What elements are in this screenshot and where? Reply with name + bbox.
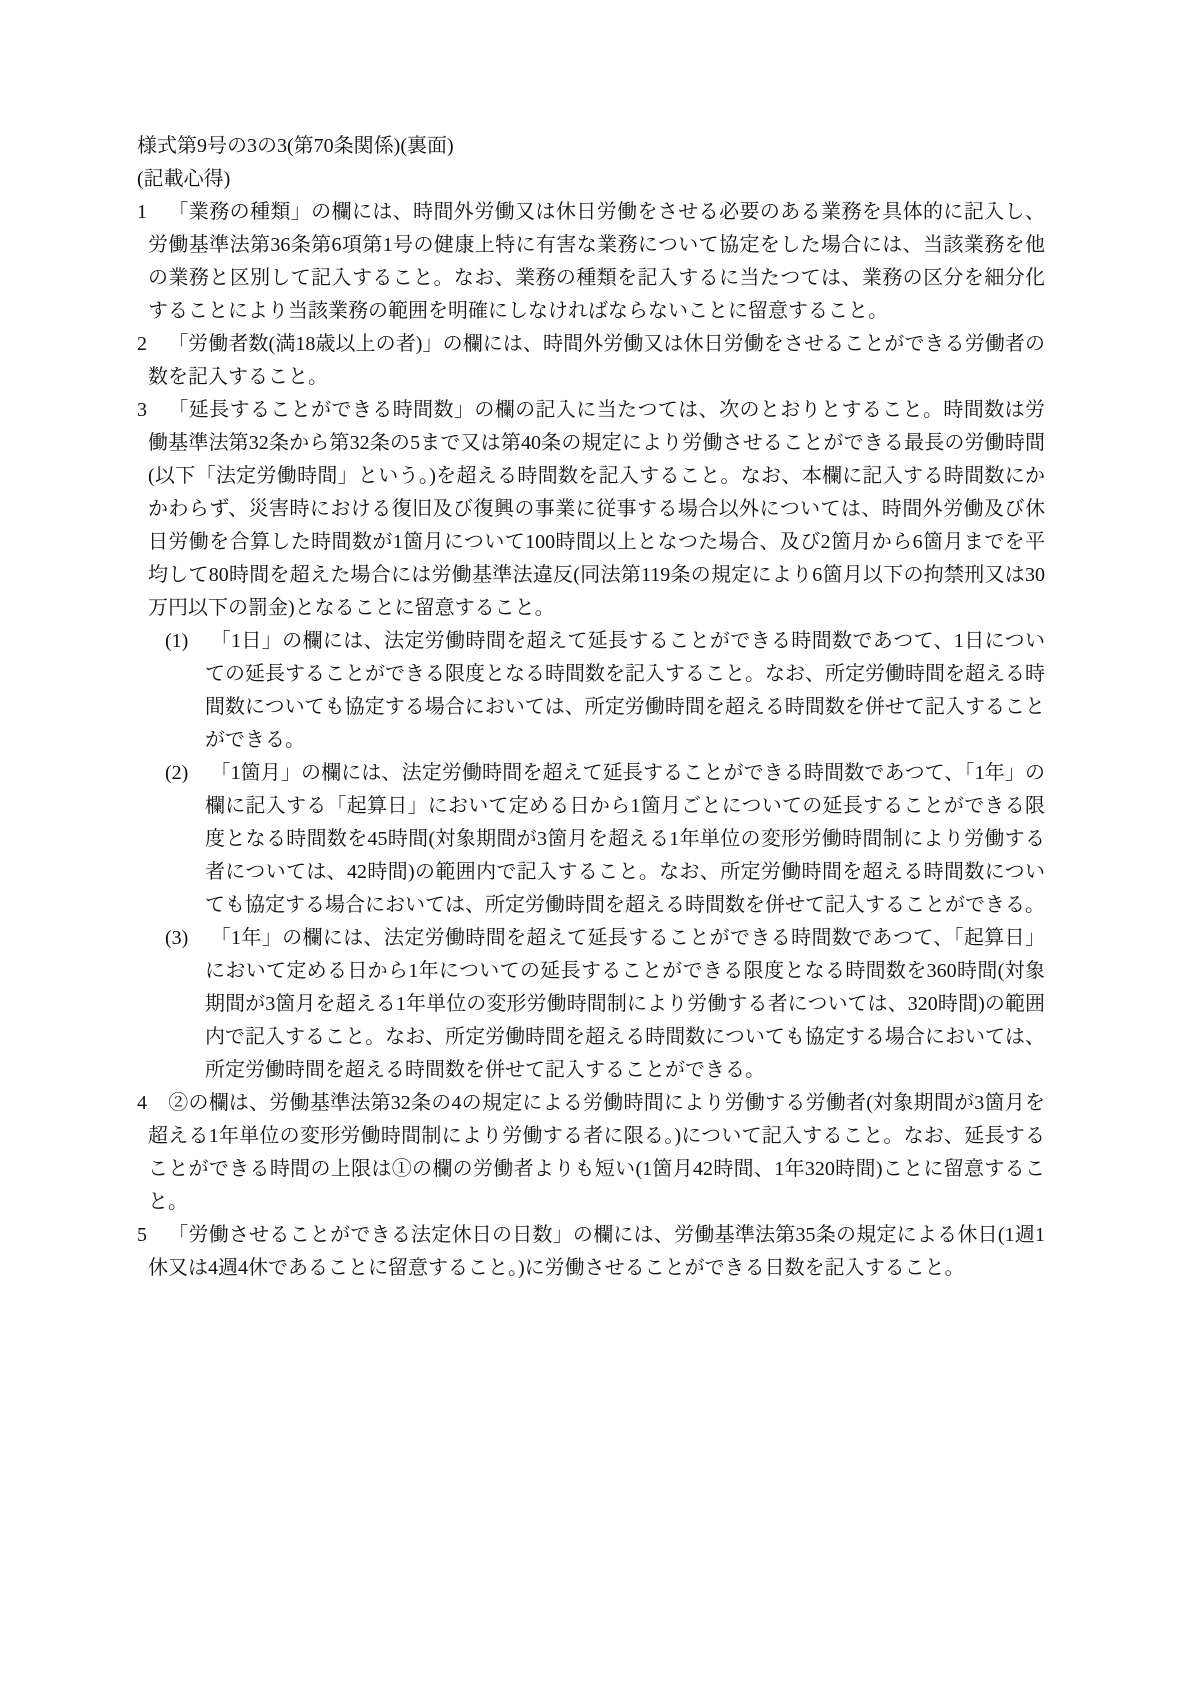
subitem-number: (3) bbox=[165, 927, 189, 949]
item-number: 5 bbox=[137, 1224, 147, 1246]
item-text: ②の欄は、労働基準法第32条の4の規定による労働時間により労働する労働者(対象期間が3箇月を超える1年単位の変形労働時間制により労働する者に限る。)について記入すること。なお、延長することができる時間の上限は①の欄の労働者よりも短い(1箇月42時間、1年320時間)ことに留意すること。 bbox=[148, 1092, 1045, 1213]
document-title: 様式第9号の3の3(第70条関係)(裏面) bbox=[137, 135, 454, 157]
item-text: 「労働させることができる法定休日の日数」の欄には、労働基準法第35条の規定による休日(1週1休又は4週4休であることに留意すること。)に労働させることができる日数を記入すること。 bbox=[148, 1224, 1045, 1279]
sub-list-item-3-2 bbox=[165, 757, 1045, 922]
item-number: 4 bbox=[137, 1092, 147, 1114]
subitem-text: 「1年」の欄には、法定労働時間を超えて延長することができる時間数であつて、「起算日」において定める日から1年についての延長することができる限度となる時間数を360時間(対象期間が3箇月を超える1年単位の変形労働時間制により労働する者については、320時間)の範囲内で記入すること。なお、所定労働時間を超える時間数についても協定する場合においては、所定労働時間を超える時間数を併せて記入することができる。 bbox=[205, 927, 1045, 1081]
list-item-4 bbox=[137, 1087, 1045, 1219]
subitem-number: (1) bbox=[165, 630, 189, 652]
sub-list-item-3-1 bbox=[165, 625, 1045, 757]
sub-list-item-3-3 bbox=[165, 922, 1045, 1087]
item-text: 「延長することができる時間数」の欄の記入に当たつては、次のとおりとすること。時間数は労働基準法第32条から第32条の5まで又は第40条の規定により労働させることができる最長の労働時間(以下「法定労働時間」という。)を超える時間数を記入すること。なお、本欄に記入する時間数にかかわらず、災害時における復旧及び復興の事業に従事する場合以外については、時間外労働及び休日労働を合算した時間数が1箇月について100時間以上となつた場合、及び2箇月から6箇月までを平均して80時間を超えた場合には労働基準法違反(同法第119条の規定により6箇月以下の拘禁刑又は30万円以下の罰金)となることに留意すること。 bbox=[148, 399, 1045, 619]
list-item-5 bbox=[137, 1219, 1045, 1285]
subitem-text: 「1箇月」の欄には、法定労働時間を超えて延長することができる時間数であつて、「1年」の欄に記入する「起算日」において定める日から1箇月ごとについての延長することができる限度となる時間数を45時間(対象期間が3箇月を超える1年単位の変形労働時間制により労働する者については、42時間)の範囲内で記入すること。なお、所定労働時間を超える時間数についても協定する場合においては、所定労働時間を超える時間数を併せて記入することができる。 bbox=[205, 762, 1045, 916]
item-number: 2 bbox=[137, 333, 147, 355]
subitem-text: 「1日」の欄には、法定労働時間を超えて延長することができる時間数であつて、1日についての延長することができる限度となる時間数を記入すること。なお、所定労働時間を超える時間数についても協定する場合においては、所定労働時間を超える時間数を併せて記入することができる。 bbox=[205, 630, 1045, 751]
item-number: 1 bbox=[137, 201, 147, 223]
subitem-number: (2) bbox=[165, 762, 189, 784]
list-item-1 bbox=[137, 196, 1045, 328]
document-subtitle: (記載心得) bbox=[137, 168, 231, 190]
item-number: 3 bbox=[137, 399, 147, 421]
item-text: 「労働者数(満18歳以上の者)」の欄には、時間外労働又は休日労働をさせることができる労働者の数を記入すること。 bbox=[148, 333, 1045, 388]
item-text: 「業務の種類」の欄には、時間外労働又は休日労働をさせる必要のある業務を具体的に記入し、労働基準法第36条第6項第1号の健康上特に有害な業務について協定をした場合には、当該業務を他の業務と区別して記入すること。なお、業務の種類を記入するに当たつては、業務の区分を細分化することにより当該業務の範囲を明確にしなければならないことに留意すること。 bbox=[148, 201, 1045, 322]
list-item-3 bbox=[137, 394, 1045, 625]
list-item-2 bbox=[137, 328, 1045, 394]
